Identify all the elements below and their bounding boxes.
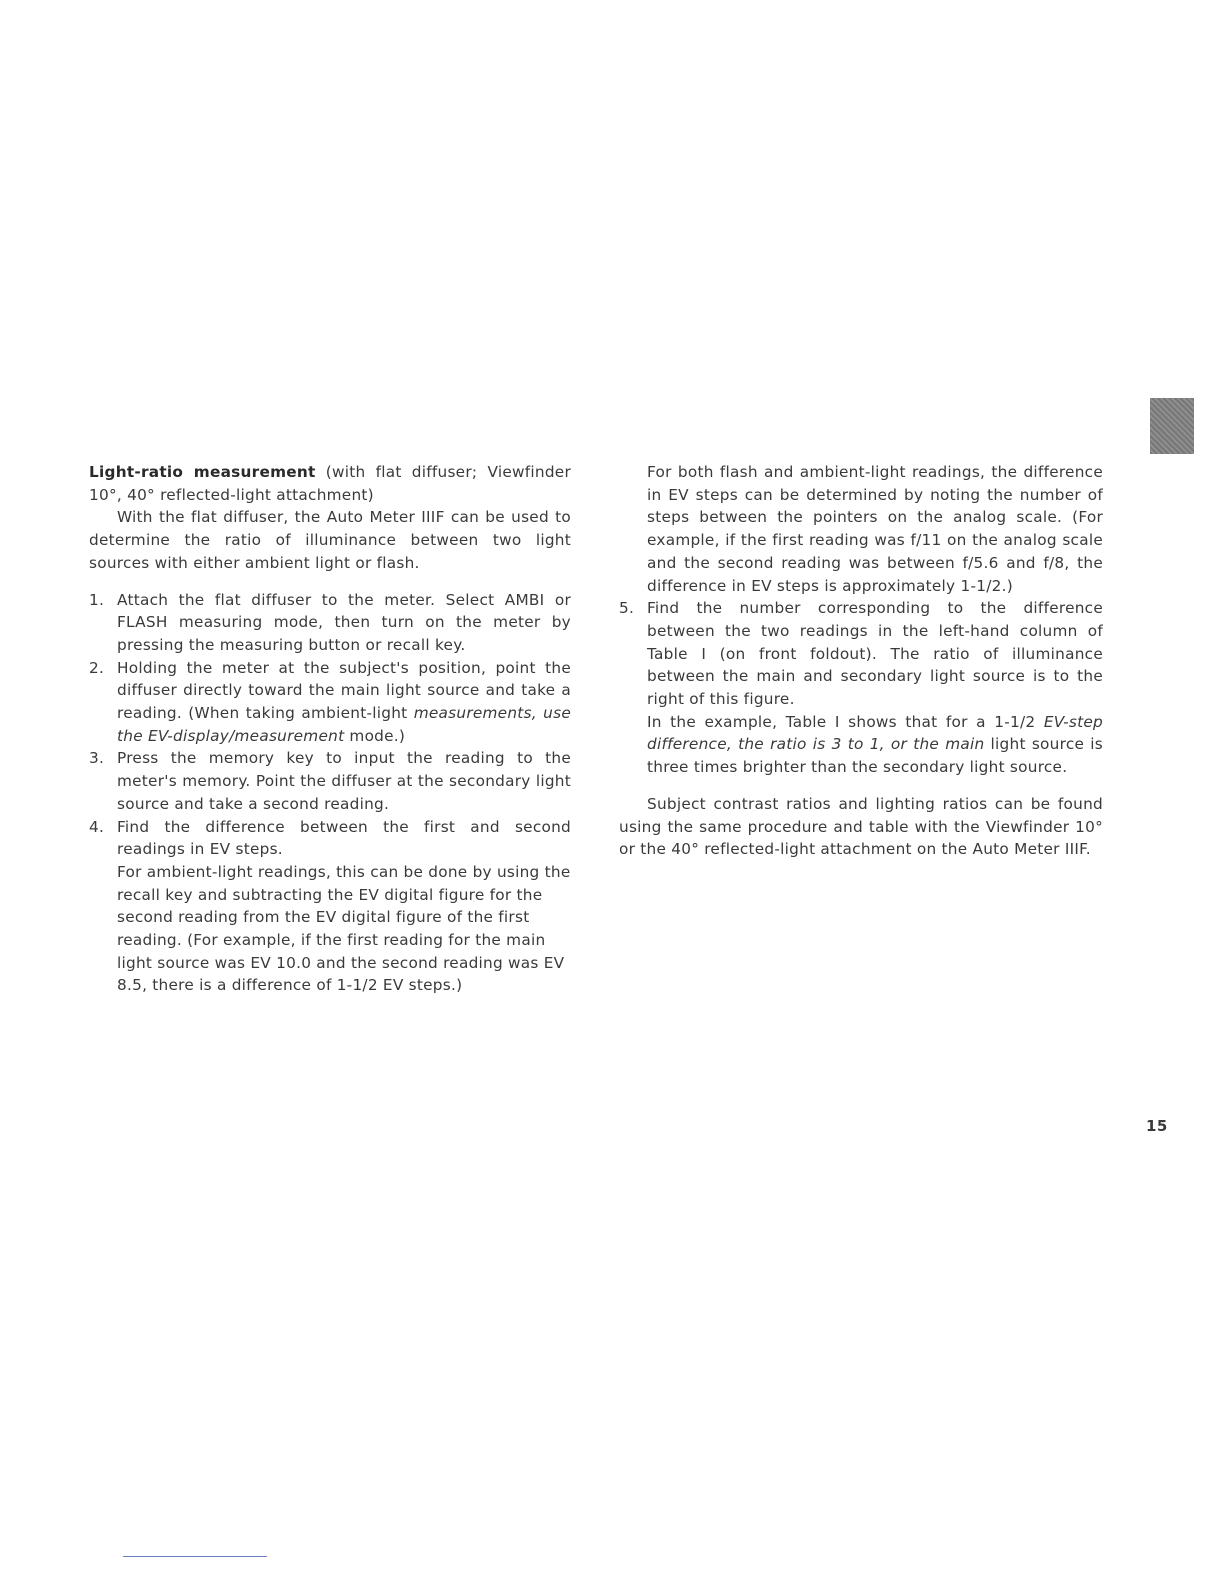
step-text-part: mode.) xyxy=(344,726,406,745)
step-item-4-continued xyxy=(619,461,1103,597)
step-example-text xyxy=(647,711,1103,779)
step-item-1 xyxy=(89,589,571,657)
intro-paragraph: With the flat diffuser, the Auto Meter IIIF can be used to determine the ratio of illuminance between two light sources with either ambient light or flash. xyxy=(89,508,571,572)
step-number: 5. xyxy=(619,599,635,618)
step-item-4 xyxy=(89,816,571,998)
step-text: Find the number corresponding to the difference between the two readings in the left-hand column of Table I (on front foldout). The ratio of illuminance between the main and secondary light source is to the right of this figure. xyxy=(647,599,1103,709)
step-text xyxy=(117,657,571,748)
closing-paragraph: Subject contrast ratios and lighting ratios can be found using the same procedure and table with the Viewfinder 10° or the 40° reflected-light attachment on the Auto Meter IIIF. xyxy=(619,794,1103,859)
steps-list-continued xyxy=(619,461,1103,779)
step-item-2 xyxy=(89,657,571,748)
step-text-part: Holding the meter at the subject's position, point the diffuser directly toward the main light source and take a reading. (When taking ambient-light xyxy=(117,658,571,723)
left-column xyxy=(89,461,571,997)
step-continuation-text: For both flash and ambient-light readings, the difference in EV steps can be determined by noting the number of steps between the pointers on the analog scale. (For example, if the first reading was f/11 on the analog scale and the second reading was between f/5.6 and f/8, the difference in EV steps is approximately 1-1/2.) xyxy=(647,463,1103,595)
step-number: 1. xyxy=(89,590,105,609)
bottom-rule-line xyxy=(123,1556,267,1557)
step-text: Attach the flat diffuser to the meter. Select AMBI or FLASH measuring mode, then turn on the meter by pressing the measuring button or recall key. xyxy=(117,590,571,654)
section-thumb-tab xyxy=(1150,398,1194,454)
step-item-3 xyxy=(89,747,571,815)
page-number: 15 xyxy=(1146,1117,1168,1135)
step-text-part: In the example, Table I shows that for a 1-1/2 xyxy=(647,712,1044,731)
section-heading-suffix: (with flat diffuser; Viewfinder 10°, 40° reflected-light attachment) xyxy=(89,463,571,504)
step-number: 3. xyxy=(89,749,105,768)
step-text: Find the difference between the first and second readings in EV steps. xyxy=(117,817,571,859)
step-text-italic: EV-step difference, the ratio is 3 to 1, or the main xyxy=(647,712,1103,754)
step-text-part: light source is three times brighter than the secondary light source. xyxy=(647,735,1103,777)
step-number: 2. xyxy=(89,658,105,677)
section-heading: Light-ratio measurement xyxy=(89,463,316,481)
steps-list xyxy=(89,589,571,998)
step-text-italic: measurements, use the EV-display/measurement xyxy=(117,704,571,745)
paragraph-gap xyxy=(89,575,571,589)
step-text: Press the memory key to input the reading to the meter's memory. Point the diffuser at the secondary light source and take a second reading. xyxy=(117,749,571,813)
section-heading-paragraph xyxy=(89,461,571,506)
step-subparagraph: For ambient-light readings, this can be done by using the recall key and subtracting the EV digital figure for the second reading from the EV digital figure of the first reading. (For example, if the first reading for the main light source was EV 10.0 and the second reading was EV 8.5, there is a difference of 1-1/2 EV steps.) xyxy=(117,862,571,995)
right-column xyxy=(619,461,1103,861)
paragraph-gap xyxy=(619,779,1103,793)
step-number: 4. xyxy=(89,817,105,836)
step-item-5 xyxy=(619,597,1103,779)
